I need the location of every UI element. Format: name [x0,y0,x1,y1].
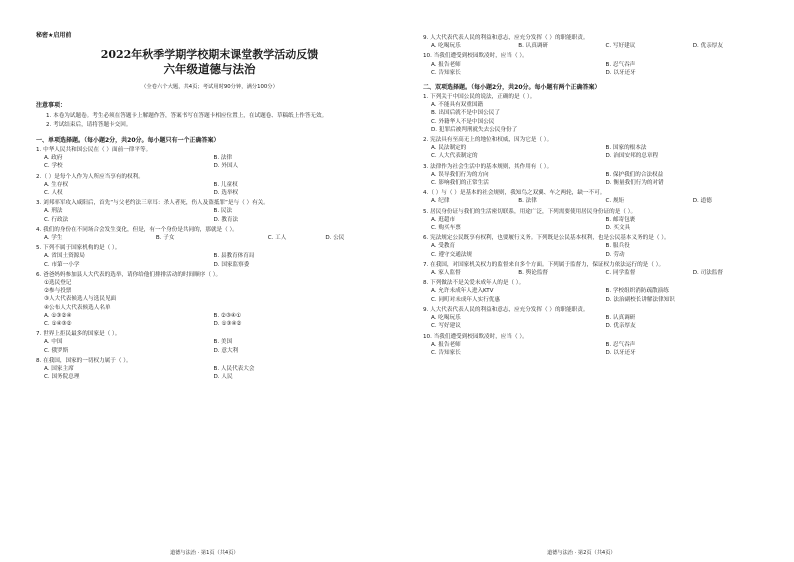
option: C. 学校 [44,163,63,170]
option: C. 告知家长 [431,349,461,356]
section-heading: 二、双项选择题。（每小题2分，共20分。每小题有两个正确答案） [423,84,601,92]
option: A. 允许未成年人进入KTV [431,288,494,295]
notice-item: 1. 本卷为试题卷。考生必须在答题卡上解题作答，答案书写在答题卡相应位置上，在试题卷、草稿纸上作答无效。 [46,113,328,119]
sequence-item: ②参与投票 [44,288,72,295]
question: 1. 下列关于中国公民的说法，正确的是（ ）。 [423,94,536,101]
option: D. 公民 [325,235,345,242]
option: B. 国家的根本法 [605,145,647,152]
exam-page-2 [397,0,794,562]
page-footer: 道德与法治 · 第1页（共4页） [170,550,239,556]
question: 3. 刘邦率军攻入咸阳后，首先“与父老约法三章耳：杀人者死，伤人及盗抵罪”是与（ ）有关。 [36,200,269,207]
option: D. 国家监察委 [213,261,250,268]
option: C. 国务院总理 [44,374,80,381]
option: A. 刑法 [44,208,63,215]
option: A. 报告老师 [431,341,461,348]
option: C. 人大代表制定的 [431,153,478,160]
question: 2.（ ）是每个人作为人所应当享有的权利。 [36,173,144,180]
option: A. 不能具有双重国籍 [431,102,484,109]
option: A. 吃喝玩乐 [431,315,461,322]
exam-meta: （全卷六个大题，共4页；考试用时90分钟，满分100分） [141,84,278,90]
option: D. 治国安邦的总章程 [605,153,659,160]
option: A. 受教育 [431,243,456,250]
option: D. 法治副校长讲解法律知识 [605,296,675,303]
option: B. 美国 [213,339,233,346]
option: D. 司法监督 [692,270,723,277]
option: D. 道德 [692,198,712,205]
option: B. 人民代表大会 [213,366,255,373]
option: C. 工人 [267,235,287,242]
option: B. 服兵役 [605,243,630,250]
exam-subtitle: 六年级道德与法治 [163,62,256,76]
option: A. 民法制定的 [431,145,467,152]
sequence-item: ①选民登记 [44,280,72,287]
option: C. 购买车票 [431,225,461,232]
option: D. 意大利 [213,347,239,354]
option: C. 告知家长 [431,69,461,76]
option: B. 法律 [213,155,233,162]
option: C. 行政法 [44,216,69,223]
option: D. 衡量我们行为的对错 [605,180,664,187]
option: B. 舆论监督 [518,270,549,277]
option: C. 写好建议 [605,43,636,50]
question: 9. 人大代表代表人民的利益和意志，应充分发挥（ ）的职能职责。 [423,306,589,313]
question: 6. 宪法规定公民既享有权利，也要履行义务。下列既是公民基本权利，也是公民基本义务的是（ ）。 [423,235,670,242]
option: A. 家人监督 [431,270,461,277]
question: 8. 在我国，国家的一切权力属于（ ）。 [36,357,132,364]
option: C. 外籍华人不是中国公民 [431,118,495,125]
option: C. ①④③② [44,321,72,328]
option: B. 邮寄包裹 [605,216,636,223]
option: D. 教育法 [213,216,239,223]
option: B. 认真调研 [605,315,636,322]
option: D. ①③④② [213,321,242,328]
option: A. 政府 [44,155,63,162]
question: 3. 法律作为社会生活中的基本规则，其作用有（ ）。 [423,163,553,170]
question: 4. 我们的身份在不同场合会发生变化，但是，有一个身份是共同的，那就是（ ）。 [36,226,238,233]
question: 10. 当我们遭受到校园欺凌时，应当（ ）。 [423,53,528,60]
option: C. 市第一小学 [44,261,80,268]
option: B. 忍气吞声 [605,61,636,68]
confidential-label: 秘密★启用前 [36,32,72,39]
option: A. 学生 [44,235,63,242]
option: B. 认真调研 [518,43,549,50]
option: D. 以牙还牙 [605,349,636,356]
question: 9. 人大代表代表人民的利益和意志，应充分发挥（ ）的职能职责。 [423,35,589,41]
sequence-item: ③人大代表候选人与选民见面 [44,296,117,303]
option: D. 选举权 [213,190,239,197]
option: B. 学校组织消防疏散演练 [605,288,669,295]
option: C. 遵守交通法规 [431,251,473,258]
question: 5. 下列不属于国家机构的是（ ）。 [36,245,121,252]
option: B. 民法 [213,208,233,215]
option: B. 法律 [518,198,537,205]
question: 7. 在我国，对国家机关权力的监督来自多个方面。下列属于监督力，保证权力依法运行的是（ ）。 [423,261,665,268]
option: D. 劳动 [605,251,625,258]
option: C. 同町对未成年人实行优惠 [431,296,500,303]
option: C. 影响我们的正常生活 [431,180,489,187]
option: A. 报告老师 [431,61,461,68]
question: 4.（ ）与（ ）是基本的社会规则，我知鸟之双翼、车之两轮，缺一不可。 [423,190,606,197]
option: B. 县教育体育局 [213,253,255,260]
option: C. 规矩 [605,198,625,205]
page-footer: 道德与法治 · 第2页（共4页） [547,550,616,556]
option: A. ①③②④ [44,312,72,319]
question: 6. 爸爸妈妈参加县人大代表的选举，请你给他们排排活动的时间顺序（ ）。 [36,271,222,278]
option: A. 国家主席 [44,366,74,373]
option: D. 外国人 [213,163,239,170]
option: C. 人权 [44,190,63,197]
exam-title: 2022年秋季学期学校期末课堂教学活动反馈 [100,48,319,61]
option: D. 以牙还牙 [605,69,636,76]
option: A. 纪律 [431,198,450,205]
option: A. 省国土资源局 [44,253,85,260]
option: B. 出国后就不是中国公民了 [431,110,500,117]
question: 5. 居民身份证与我们的生活密切联系，用途广泛，下列需要使用居民身份证的是（ ）。 [423,208,637,215]
option: D. 优亲厚友 [605,323,636,330]
option: C. 写好建议 [431,323,461,330]
option: D. 优亲厚友 [692,43,723,50]
option: A. 吃喝玩乐 [431,43,461,50]
option: B. 儿童权 [213,181,238,188]
option: A. 生存权 [44,181,69,188]
question: 2. 宪法具有至高无上的地位和权威，因为它是（ ）。 [423,137,553,144]
option: C. 同学监督 [605,270,636,277]
option: C. 俄罗斯 [44,347,69,354]
notice-title: 注意事项： [36,102,67,109]
option: B. 子女 [155,235,175,242]
sequence-item: ④公布人大代表候选人名单 [44,304,111,311]
question: 8. 下列做法不是关爱未成年人的是（ ）。 [423,280,525,287]
option: A. 中国 [44,339,63,346]
option: B. 忍气吞声 [605,341,636,348]
option: B. 保护我们的合法权益 [605,171,664,178]
question: 7. 世界上拒民最多的国家是（ ）。 [36,331,121,338]
question: 10. 当我们遭受到校园欺凌时，应当（ ）。 [423,333,528,340]
option: D. 犯罪后被判刑就失去公民身份了 [431,126,518,133]
notice-item: 2. 考试结束后，请将答题卡交回。 [46,122,132,128]
question: 1. 中华人民共和国公民在（ ）面前一律平等。 [36,147,152,153]
option: A. 误导我们行为的方向 [431,171,489,178]
option: B. ②③④① [213,312,241,319]
option: D. 买文具 [605,225,631,232]
section-heading: 一、单项选择题。（每小题2分，共20分。每小题只有一个正确答案） [36,137,220,144]
option: D. 人民 [213,374,233,381]
option: A. 逛超市 [431,216,456,223]
